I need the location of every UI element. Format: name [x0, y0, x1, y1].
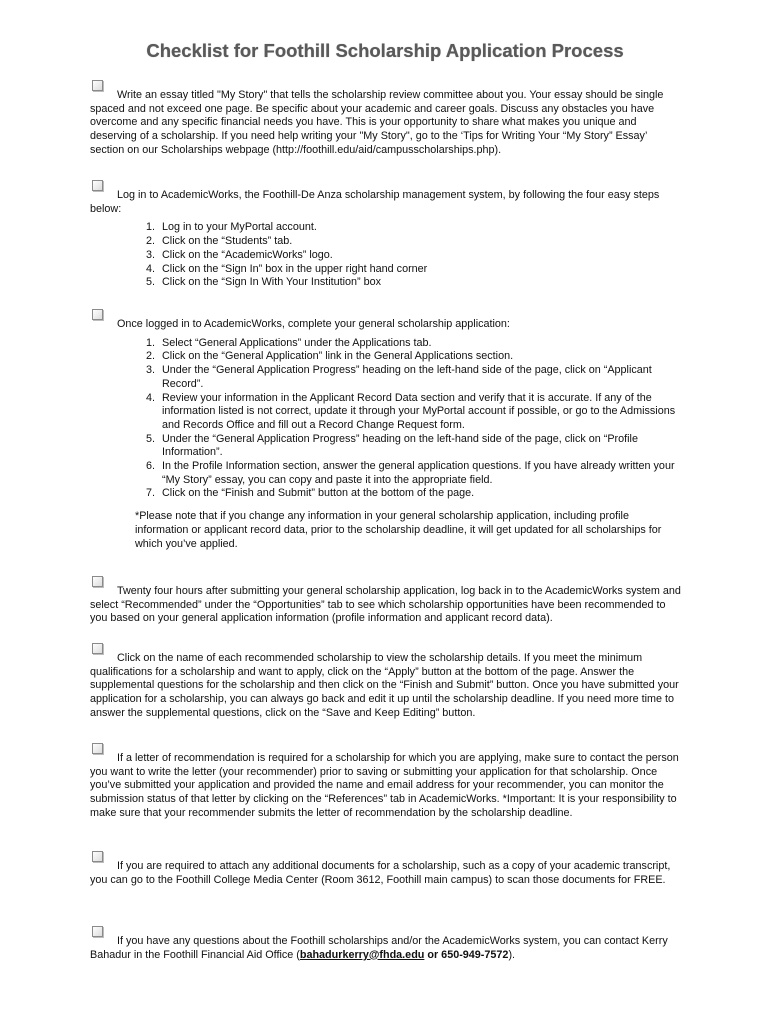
- list-item: 4. Review your information in the Applicant Record Data section and verify that it is accurate. If any of the information listed is not correct, update it through your MyPortal account if possible, or go to the Admissions and Records Office and fill out a Record Change Request form.: [158, 392, 682, 433]
- closing-text: ).: [508, 948, 516, 961]
- checklist-item-recommended: [90, 585, 682, 626]
- item-text: Log in to AcademicWorks, the Foothill-De Anza scholarship management system, by following the four easy steps below:: [90, 189, 660, 215]
- item-text: Twenty four hours after submitting your general scholarship application, log back in to the AcademicWorks system and select “Recommended” under the “Opportunities” tab to see which scholarship opportunities have been recommended to you based on your general application information (profile information and applicant record data).: [90, 585, 681, 625]
- checkbox-icon[interactable]: [92, 180, 103, 191]
- list-item: 3. Under the “General Application Progress” heading on the left-hand side of the page, click on “Applicant Record”.: [158, 364, 682, 391]
- checklist-item-general-application: [90, 318, 682, 551]
- item-text: Once logged in to AcademicWorks, complete your general scholarship application:: [117, 318, 510, 330]
- checkbox-icon[interactable]: [92, 576, 103, 587]
- item-text: Click on the name of each recommended scholarship to view the scholarship details. If you meet the minimum qualifications for a scholarship and want to apply, click on the “Apply” button at the bottom of the page. Answer the supplemental questions for the scholarship and then click on the “Finish and Submit” button. Once you have submitted your application for a scholarship, you can always go back and edit it up until the scholarship deadline. If you need more time to answer the supplemental questions, click on the “Save and Keep Editing” button.: [90, 652, 679, 719]
- list-item: 4. Click on the “Sign In” box in the upper right hand corner: [158, 263, 682, 277]
- list-item: 2. Click on the “General Application” link in the General Applications section.: [158, 350, 682, 364]
- list-item: 5. Under the “General Application Progress” heading on the left-hand side of the page, click on “Profile Information”.: [158, 433, 682, 460]
- item-text: If you are required to attach any additional documents for a scholarship, such as a copy of your academic transcript, you can go to the Foothill College Media Center (Room 3612, Foothill main campus) to scan those documents for FREE.: [90, 860, 671, 886]
- item-text: [90, 935, 682, 962]
- item-text: If a letter of recommendation is required for a scholarship for which you are applying, make sure to contact the person you want to write the letter (your recommender) prior to saving or submitting your application for that scholarship. Once you’ve submitted your application and provided the name and email address for your recommender, you can monitor the submission status of that letter by clicking on the “References” tab in AcademicWorks. *Important: It is your responsibility to make sure that your recommender submits the letter of recommendation by the scholarship deadline.: [90, 752, 679, 819]
- application-steps-list: [90, 337, 682, 501]
- item-text: Write an essay titled "My Story" that tells the scholarship review committee about you. Your essay should be single spaced and not exceed one page. Be specific about your academic and career goals. Discuss any obstacles you have overcome and any specific financial needs you have. This is your opportunity to share what makes you unique and deserving of a scholarship. If you need help writing your "My Story", go to the ‘Tips for Writing Your “My Story” Essay’ section on our Scholarships webpage (http://foothill.edu/aid/campusscholarships.php).: [90, 89, 664, 156]
- checkbox-icon[interactable]: [92, 743, 103, 754]
- list-item: 3. Click on the “AcademicWorks” logo.: [158, 249, 682, 263]
- page-title: Checklist for Foothill Scholarship Application Process: [146, 40, 624, 61]
- contact-text: If you have any questions about the Foothill scholarships and/or the AcademicWorks system, you can contact Kerry Bahadur in the Foothill Financial Aid Office (: [90, 935, 668, 961]
- checkbox-icon[interactable]: [92, 80, 103, 91]
- list-item: 1. Log in to your MyPortal account.: [158, 221, 682, 235]
- note-text: *Please note that if you change any information in your general scholarship application, including profile information or applicant record data, prior to the scholarship deadline, it will get updated for all scholarships for which you’ve applied.: [135, 510, 662, 550]
- checkbox-icon[interactable]: [92, 926, 103, 937]
- email-link[interactable]: bahadurkerry@fhda.edu: [299, 948, 425, 961]
- checkbox-icon[interactable]: [92, 643, 103, 654]
- list-item: 6. In the Profile Information section, answer the general application questions. If you have already written your “My Story” essay, you can copy and paste it into the appropriate field.: [158, 460, 682, 487]
- list-item: 1. Select “General Applications” under the Applications tab.: [158, 337, 682, 351]
- checklist-item-questions: [90, 935, 682, 962]
- checklist-item-essay: [90, 89, 682, 158]
- checklist-item-documents: [90, 860, 682, 887]
- list-item: 2. Click on the “Students” tab.: [158, 235, 682, 249]
- checklist-item-login: [90, 189, 682, 290]
- list-item: 5. Click on the “Sign In With Your Institution” box: [158, 276, 682, 290]
- list-item: 7. Click on the “Finish and Submit” button at the bottom of the page.: [158, 487, 682, 501]
- checkbox-icon[interactable]: [92, 851, 103, 862]
- login-steps-list: [90, 221, 682, 290]
- checklist-item-apply: [90, 652, 682, 721]
- phone-number: or 650-949-7572: [424, 948, 509, 961]
- checkbox-icon[interactable]: [92, 309, 103, 320]
- checklist-item-recommendation-letter: [90, 752, 682, 821]
